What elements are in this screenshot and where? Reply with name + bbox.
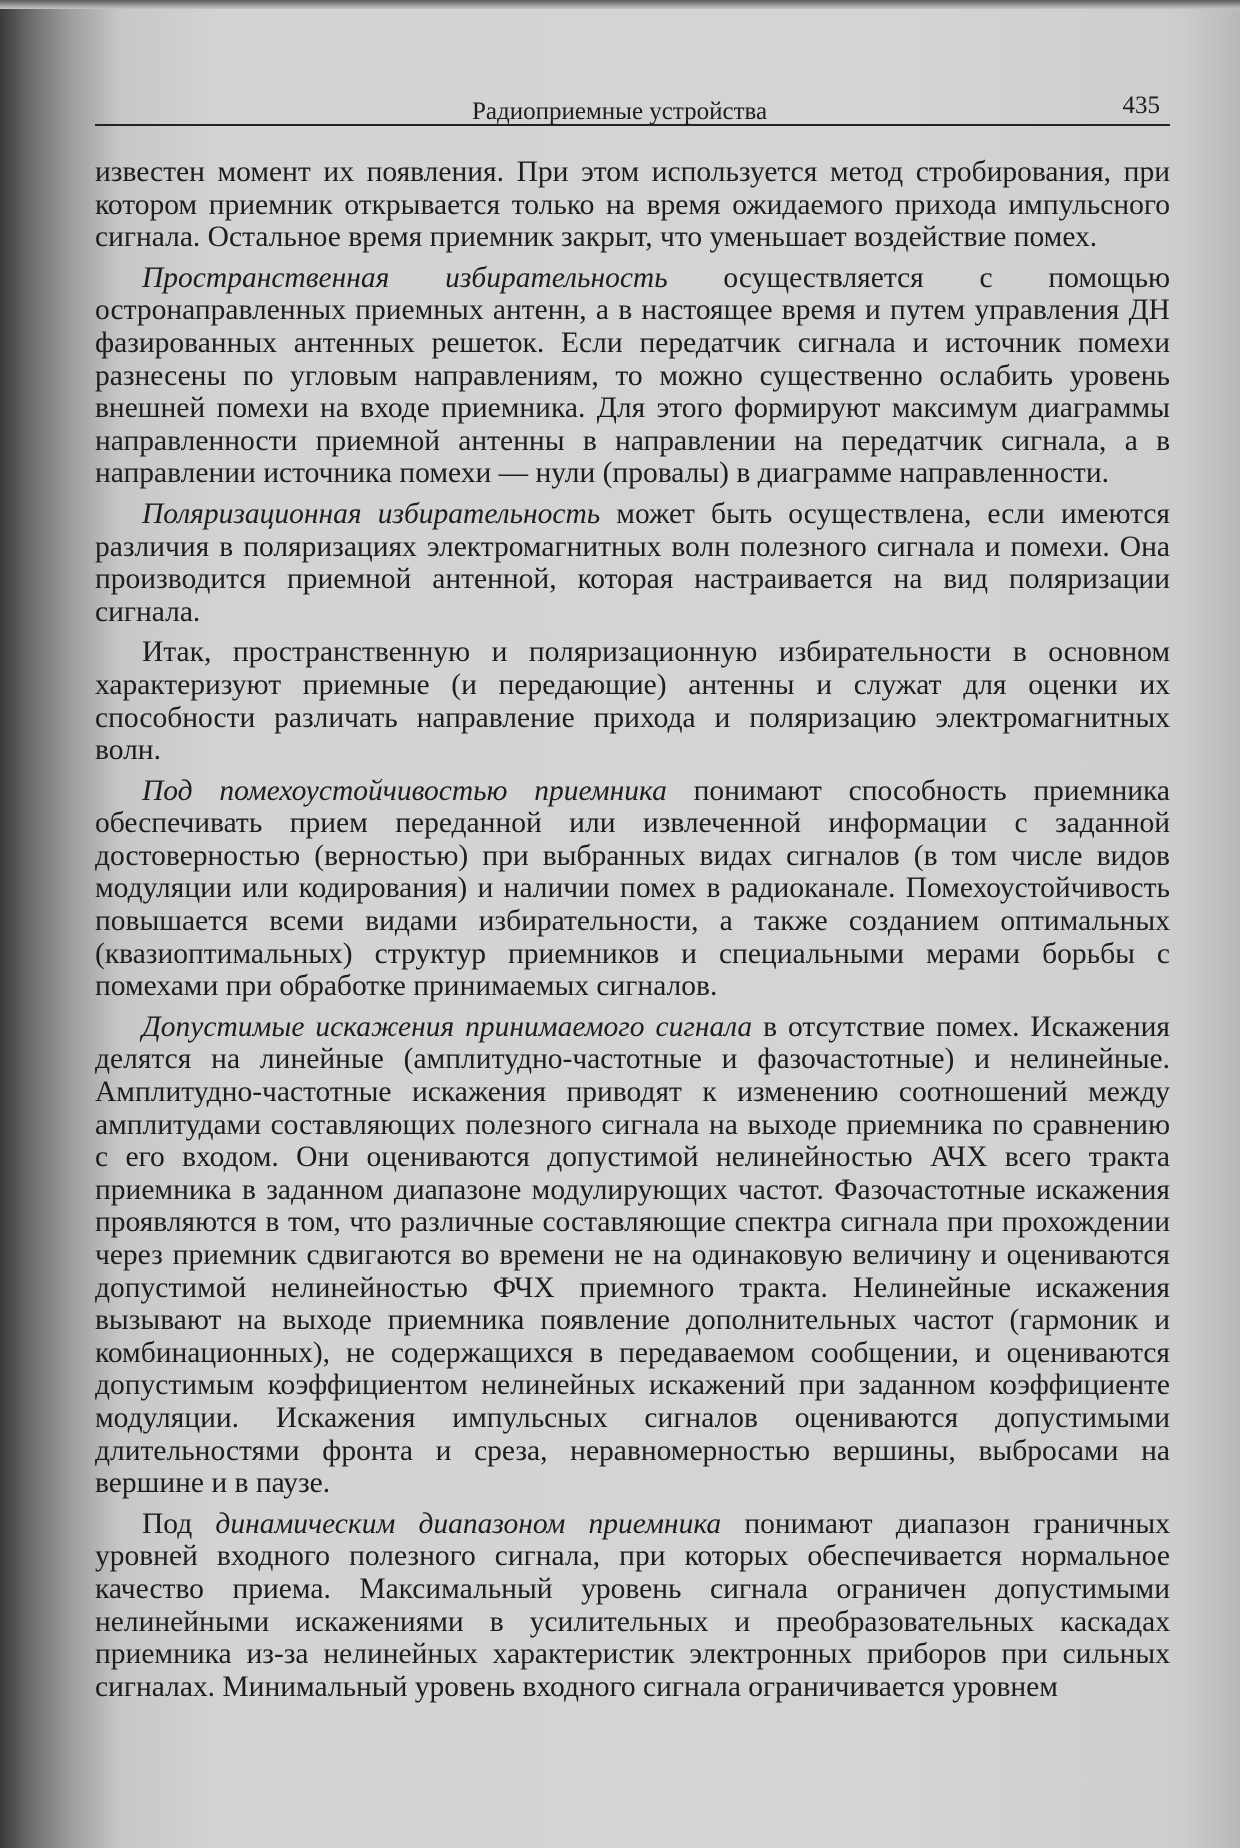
term-dynamic-range: динамическим диапазоном приемника — [215, 1507, 722, 1540]
term-polarization-selectivity: Поляризационная избирательность — [142, 497, 601, 530]
book-page — [95, 80, 1170, 1711]
paragraph-summary: Итак, пространственную и поляризационную избирательности в основном характеризуют приемные (и передающие) антенны и служат для оценки их способности различать направление прихода и поляризацию электромагнитных волн. — [95, 636, 1170, 767]
paragraph-spatial-selectivity: Пространственная избирательность осуществляется с помощью остронаправленных приемных антенн, а в настоящее время и путем управления ДН фазированных антенных решеток. Если передатчик сигнала и источник помехи разнесены по угловым направлениям, то можно существенно ослабить уровень внешней помехи на входе приемника. Для этого формируют максимум диаграммы направленности приемной антенны в направлении на передатчик сигнала, а в направлении источника помехи — нули (провалы) в диаграмме направленности. — [95, 261, 1170, 490]
scan-edge — [0, 0, 1240, 9]
term-distortions: Допустимые искажения принимаемого сигнала — [142, 1010, 753, 1043]
paragraph-1: известен момент их появления. При этом используется метод стробирования, при котором приемник открывается только на время ожидаемого прихода импульсного сигнала. Остальное время приемник закрыт, что уменьшает воздействие помех. — [95, 156, 1170, 254]
page-header — [95, 80, 1170, 126]
paragraph-polarization-selectivity: Поляризационная избирательность может быть осуществлена, если имеются различия в поляризациях электромагнитных волн полезного сигнала и помехи. Она производится приемной антенной, которая настраивается на вид поляризации сигнала. — [95, 497, 1171, 628]
body-text — [95, 156, 1170, 1703]
page-number: 435 — [1122, 92, 1160, 119]
term-noise-immunity: Под помехоустойчивостью приемника — [142, 774, 667, 807]
running-title: Радиоприемные устройства — [472, 98, 768, 125]
paragraph-dynamic-range: Под динамическим диапазоном приемника понимают диапазон граничных уровней входного полезного сигнала, при которых обеспечивается нормальное качество приема. Максимальный уровень сигнала ограничен допустимыми нелинейными искажениями в усилительных и преобразовательных каскадах приемника из-за нелинейных характеристик электронных приборов при сильных сигналах. Минимальный уровень входного сигнала ограничивается уровнем — [95, 1507, 1170, 1703]
paragraph-noise-immunity: Под помехоустойчивостью приемника понимают способность приемника обеспечивать прием переданной или извлеченной информации с заданной достоверностью (верностью) при выбранных видах сигналов (в том числе видов модуляции или кодирования) и наличии помех в радиоканале. Помехоустойчивость повышается всеми видами избирательности, а также созданием оптимальных (квазиоптимальных) структур приемников и специальными мерами борьбы с помехами при обработке принимаемых сигналов. — [95, 774, 1170, 1003]
term-spatial-selectivity: Пространственная избирательность — [142, 261, 668, 294]
paragraph-distortions: Допустимые искажения принимаемого сигнала в отсутствие помех. Искажения делятся на линейные (амплитудно-частотные и фазочастотные) и нелинейные. Амплитудно-частотные искажения приводят к изменению соотношений между амплитудами составляющих полезного сигнала на выходе приемника по сравнению с его входом. Они оцениваются допустимой нелинейностью АЧХ всего тракта приемника в заданном диапазоне модулирующих частот. Фазочастотные искажения проявляются в том, что различные составляющие спектра сигнала при прохождении через приемник сдвигаются во времени не на одинаковую величину и оцениваются допустимой нелинейностью ФЧХ приемного тракта. Нелинейные искажения вызывают на выходе приемника появление дополнительных частот (гармоник и комбинационных), не содержащихся в передаваемом сообщении, и оцениваются допустимым коэффициентом нелинейных искажений при заданном коэффициенте модуляции. Искажения импульсных сигналов оцениваются допустимыми длительностями фронта и среза, неравномерностью вершины, выбросами на вершине и в паузе. — [95, 1010, 1170, 1500]
